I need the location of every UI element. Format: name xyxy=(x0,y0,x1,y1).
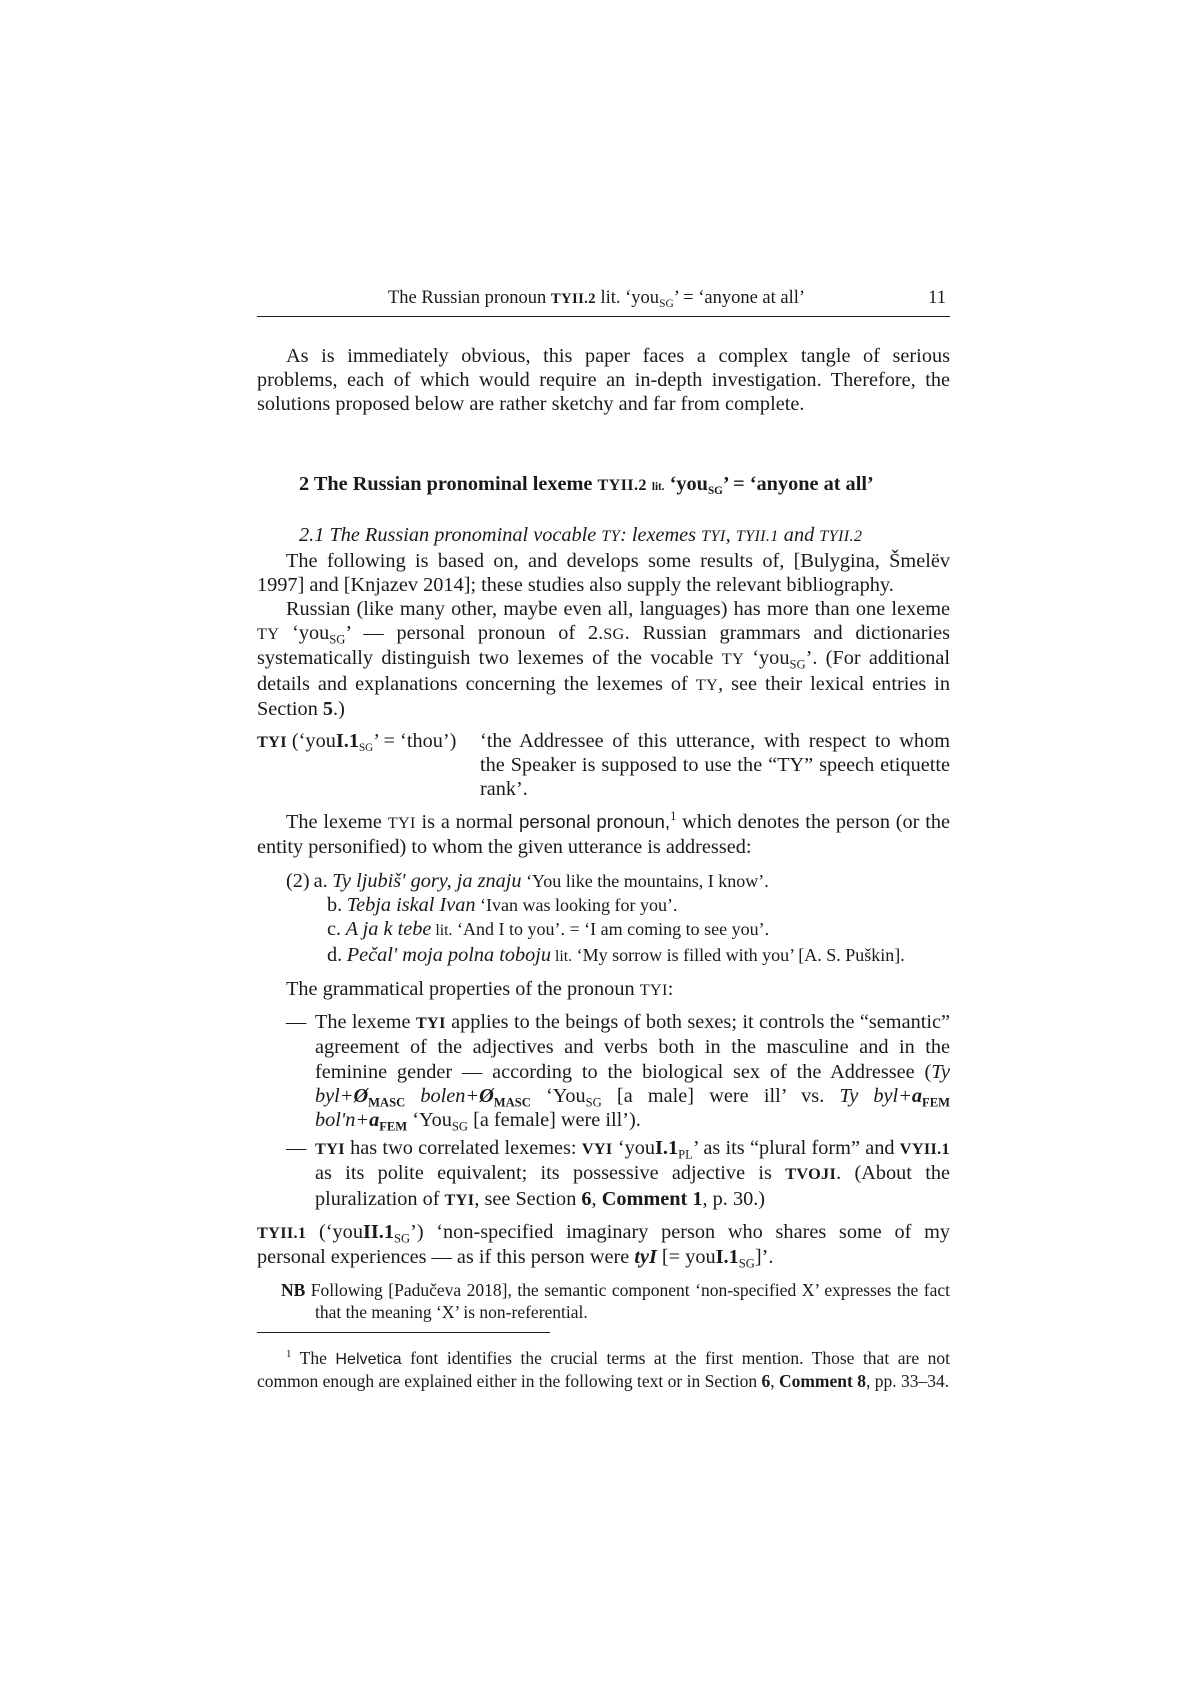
dash-bullet: — xyxy=(286,1137,307,1160)
examples-list xyxy=(257,869,950,969)
intro-paragraph: As is immediately obvious, this paper faces a complex tangle of serious problems, each of which would require an in-depth investigation. Therefore, the solutions proposed below are rather sketchy and far from complete. xyxy=(257,345,950,416)
property-text: TYI has two correlated lexemes: VYI ‘$youI.1_{PL}$’ as its “plural form” and VYII.1 as its polite equivalent; its possessive adjective is TVOJI. (About the pluralization of TYI, see Section 6, Comment 1, p. 30.) xyxy=(315,1137,950,1210)
definition-text: ‘the Addressee of this utterance, with respect to whom the Speaker is supposed to use the “TY” speech etiquette rank’. xyxy=(480,730,950,801)
section-heading: 2 The Russian pronominal lexeme TYII.2 lit. ‘you$_{SG}$’ = ‘anyone at all’ xyxy=(299,472,874,497)
example-d: d. Pečal' moja polna toboju lit. ‘My sorrow is filled with you’ [A. S. Puškin]. xyxy=(327,944,905,967)
definition-tyii1: TYII.1 $(‘youII.1_{SG}’)$ ‘non-specified imaginary person who shares some of my personal experiences — as if this person were tyI [= $youI.1_{SG}$]’. xyxy=(257,1220,950,1271)
dash-bullet: — xyxy=(286,1011,307,1034)
property-text: The lexeme TYI applies to the beings of both sexes; it controls the “semantic” agreement of the adjectives and verbs both in the masculine and in the feminine gender — according to the biological sex of the Addressee (Ty $byl+Ø_{MASC}$ $bolen+Ø_{MASC}$ ‘You$_{SG}$ [a male] were ill’ vs. Ty $byl+a_{FEM}$ $bol'n+a_{FEM}$ ‘You$_{SG}$ [a female] were ill’). xyxy=(315,1011,950,1134)
definition-tyi xyxy=(257,729,950,802)
property-item-2 xyxy=(257,1136,950,1212)
nb-note: NB Following [Padučeva 2018], the semantic component ‘non-specified X’ expresses the fact that the meaning ‘X’ is non-referential. xyxy=(281,1280,950,1323)
footnote-divider xyxy=(257,1332,550,1333)
footnote-1: $^1$ The Helvetica font identifies the crucial terms at the first mention. Those that are not common enough are explained either in the following text or in Section 6, Comment 8, pp. 33–34. xyxy=(257,1348,950,1392)
example-b: b. Tebja iskal Ivan ‘Ivan was looking for you’. xyxy=(327,894,678,917)
definition-term: TYI (‘$youI.1_{SG}$’ = ‘thou’) xyxy=(257,730,457,754)
page-number: 11 xyxy=(928,288,946,308)
property-item-1 xyxy=(257,1010,950,1132)
subsection-heading: 2.1 The Russian pronominal vocable TY: lexemes TYI, TYII.1 and TYII.2 xyxy=(299,523,863,546)
example-c: c. A ja k tebe lit. ‘And I to you’. = ‘I am coming to see you’. xyxy=(327,918,770,941)
properties-intro: The grammatical properties of the pronoun TYI: xyxy=(286,978,674,1001)
paragraph-sources: The following is based on, and develops some results of, [Bulygina, Šmelëv 1997] and [Knjazev 2014]; these studies also supply the relevant bibliography. xyxy=(257,549,950,596)
running-head xyxy=(257,286,950,317)
running-head-title: The Russian pronoun TYII.2 lit. ‘you$_{SG}$’ = ‘anyone at all’ xyxy=(388,288,806,310)
page xyxy=(257,286,950,1392)
example-a: (2) a. Ty ljubiš' gory, ja znaju ‘You like the mountains, I know’. xyxy=(286,870,769,893)
paragraph-lexemes: Russian (like many other, maybe even all, languages) has more than one lexeme TY ‘you$_{SG}$’ — personal pronoun of 2.SG. Russian grammars and dictionaries systematically distinguish two lexemes of the vocable TY ‘you$_{SG}$’. (For additional details and explanations concerning the lexemes of TY, see their lexical entries in Section 5.) xyxy=(257,598,951,720)
paragraph-personal-pronoun: The lexeme TYI is a normal personal pronoun,$^1$ which denotes the person (or the entity personified) to whom the given utterance is addressed: xyxy=(257,808,950,858)
